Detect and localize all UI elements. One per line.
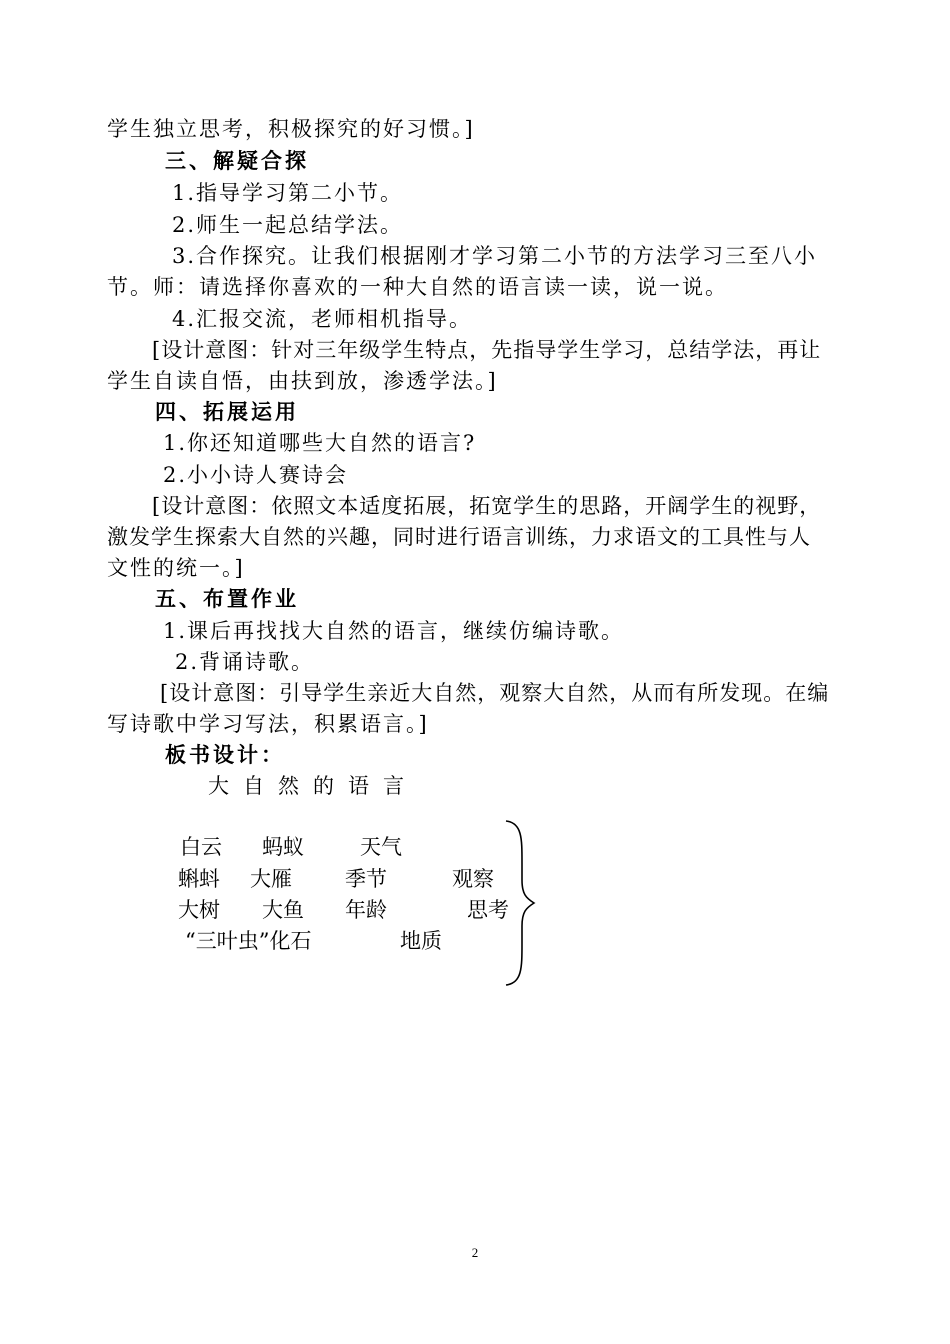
- board-cell: 地质: [400, 929, 442, 953]
- list-item: 2.小小诗人赛诗会: [163, 463, 349, 487]
- list-item: 4.汇报交流，老师相机指导。: [172, 307, 473, 331]
- right-brace-icon: [500, 818, 540, 988]
- board-cell: 思考: [467, 898, 509, 922]
- design-intent-line: [设计意图：引导学生亲近大自然，观察大自然，从而有所发现。在编: [160, 681, 830, 705]
- board-design-heading: 板书设计：: [165, 742, 285, 767]
- list-item: 1.课后再找找大自然的语言，继续仿编诗歌。: [163, 619, 625, 643]
- board-cell: 白云: [180, 835, 222, 859]
- list-item: 1.指导学习第二小节。: [172, 181, 404, 205]
- board-cell: 蝌蚪: [178, 867, 220, 891]
- paragraph-line: 节。师：请选择你喜欢的一种大自然的语言读一读，说一说。: [107, 275, 728, 299]
- board-cell: 大雁: [250, 867, 292, 891]
- board-cell: 蚂蚁: [262, 835, 304, 859]
- list-item: 3.合作探究。让我们根据刚才学习第二小节的方法学习三至八小: [172, 244, 818, 268]
- section-heading-5: 五、布置作业: [155, 586, 299, 611]
- board-cell: 季节: [345, 867, 387, 891]
- board-cell: “三叶虫”化石: [185, 929, 312, 953]
- design-intent-line: 学生自读自悟，由扶到放，渗透学法。]: [107, 369, 498, 393]
- design-intent-line: 激发学生探索大自然的兴趣，同时进行语言训练，力求语文的工具性与人: [107, 525, 811, 549]
- board-cell: 天气: [360, 835, 402, 859]
- board-title: 大自然的语言: [208, 774, 418, 798]
- board-cell: 年龄: [345, 898, 387, 922]
- page-number: 2: [471, 1245, 479, 1260]
- list-item: 2.师生一起总结学法。: [172, 213, 404, 237]
- design-intent-line: 文性的统一。]: [107, 556, 245, 580]
- board-cell: 大鱼: [262, 898, 304, 922]
- design-intent-line: [设计意图：依照文本适度拓展，拓宽学生的思路，开阔学生的视野，: [152, 494, 822, 518]
- board-cell: 观察: [452, 867, 494, 891]
- list-item: 2.背诵诗歌。: [175, 650, 315, 674]
- section-heading-3: 三、解疑合探: [165, 148, 309, 173]
- board-cell: 大树: [178, 898, 220, 922]
- section-heading-4: 四、拓展运用: [155, 399, 299, 424]
- list-item: 1.你还知道哪些大自然的语言?: [163, 431, 477, 455]
- paragraph-line: 学生独立思考，积极探究的好习惯。]: [107, 117, 475, 141]
- design-intent-line: 写诗歌中学习写法，积累语言。]: [107, 712, 429, 736]
- design-intent-line: [设计意图：针对三年级学生特点，先指导学生学习，总结学法，再让: [152, 338, 822, 362]
